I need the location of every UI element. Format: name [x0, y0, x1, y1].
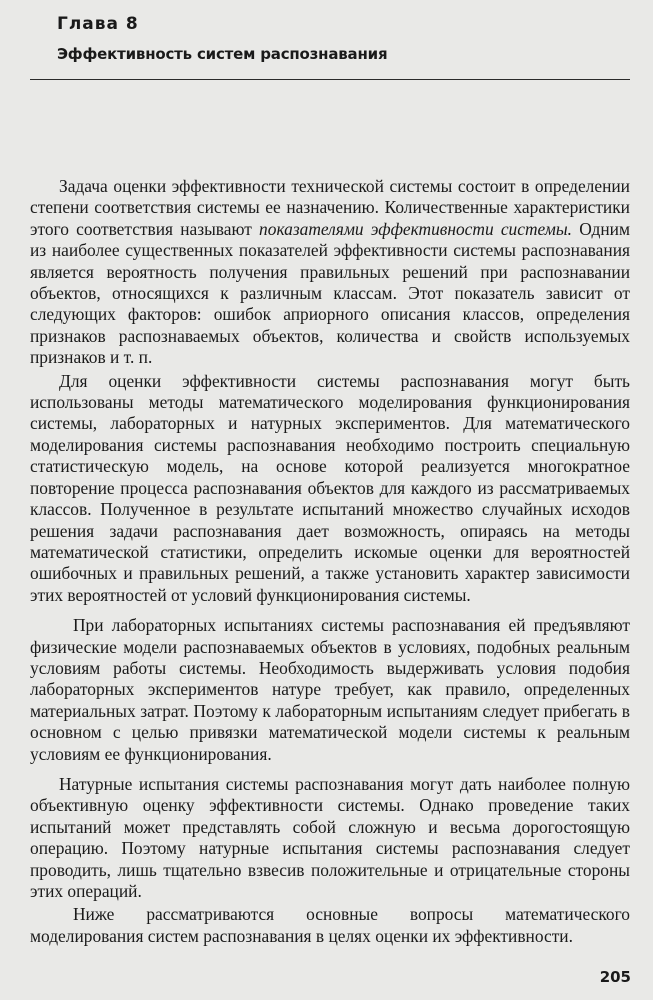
paragraph-2: Для оценки эффективности системы распознавания могут быть использованы методы математического моделирования функционирования системы, лабораторных и натурных экспериментов. Для математического моделирования системы распознавания необходимо построить специальную статистическую модель, на основе которой реализуется многократное повторение процесса распознавания объектов для каждого из рассматриваемых классов. Полученное в результате испытаний множество случайных исходов решения задачи распознавания дает возможность, опираясь на методы математической статистики, определить искомые оценки для вероятностей ошибочных и правильных решений, а также установить характер зависимости этих вероятностей от условий функционирования системы. — [30, 370, 630, 605]
header-rule — [30, 79, 630, 80]
paragraph-5: Ниже рассматриваются основные вопросы математического моделирования систем распознавания в целях оценки их эффективности. — [30, 904, 630, 946]
paragraph-1-text-before: Задача оценки эффективности технической системы состоит в определении степени соответствия системы ее назначению. Количественные характеристики этого соответствия называют — [30, 176, 630, 239]
chapter-label: Глава 8 — [57, 14, 139, 34]
paragraph-3: При лабораторных испытаниях системы распознавания ей предъявляют физические модели распознаваемых объектов в условиях, подобных реальным условиям работы системы. Необходимость выдерживать условия подобия лабораторных экспериментов натуре требует, как правило, определенных материальных затрат. Поэтому к лабораторным испытаниям следует прибегать в основном с целью привязки математической модели системы к реальным условиям ее функционирования. — [30, 615, 630, 764]
paragraph-1 — [30, 176, 630, 369]
paragraph-1-text-after: Одним из наиболее существенных показателей эффективности системы распознавания является вероятность получения правильных решений при распознавании объектов, относящихся к различным классам. Этот показатель зависит от следующих факторов: ошибок априорного описания классов, определения признаков распознаваемых объектов, количества и свойств используемых признаков и т. п. — [30, 218, 630, 368]
chapter-title: Эффективность систем распознавания — [57, 45, 388, 63]
page-number: 205 — [599, 968, 631, 986]
paragraph-1-emphasis: показателями эффективности системы. — [259, 218, 573, 239]
body-text — [30, 176, 630, 947]
paragraph-4: Натурные испытания системы распознавания могут дать наиболее полную объективную оценку эффективности системы. Однако проведение таких испытаний может представлять собой сложную и весьма дорогостоящую операцию. Поэтому натурные испытания системы распознавания следует проводить, лишь тщательно взвесив положительные и отрицательные стороны этих операций. — [30, 773, 630, 901]
